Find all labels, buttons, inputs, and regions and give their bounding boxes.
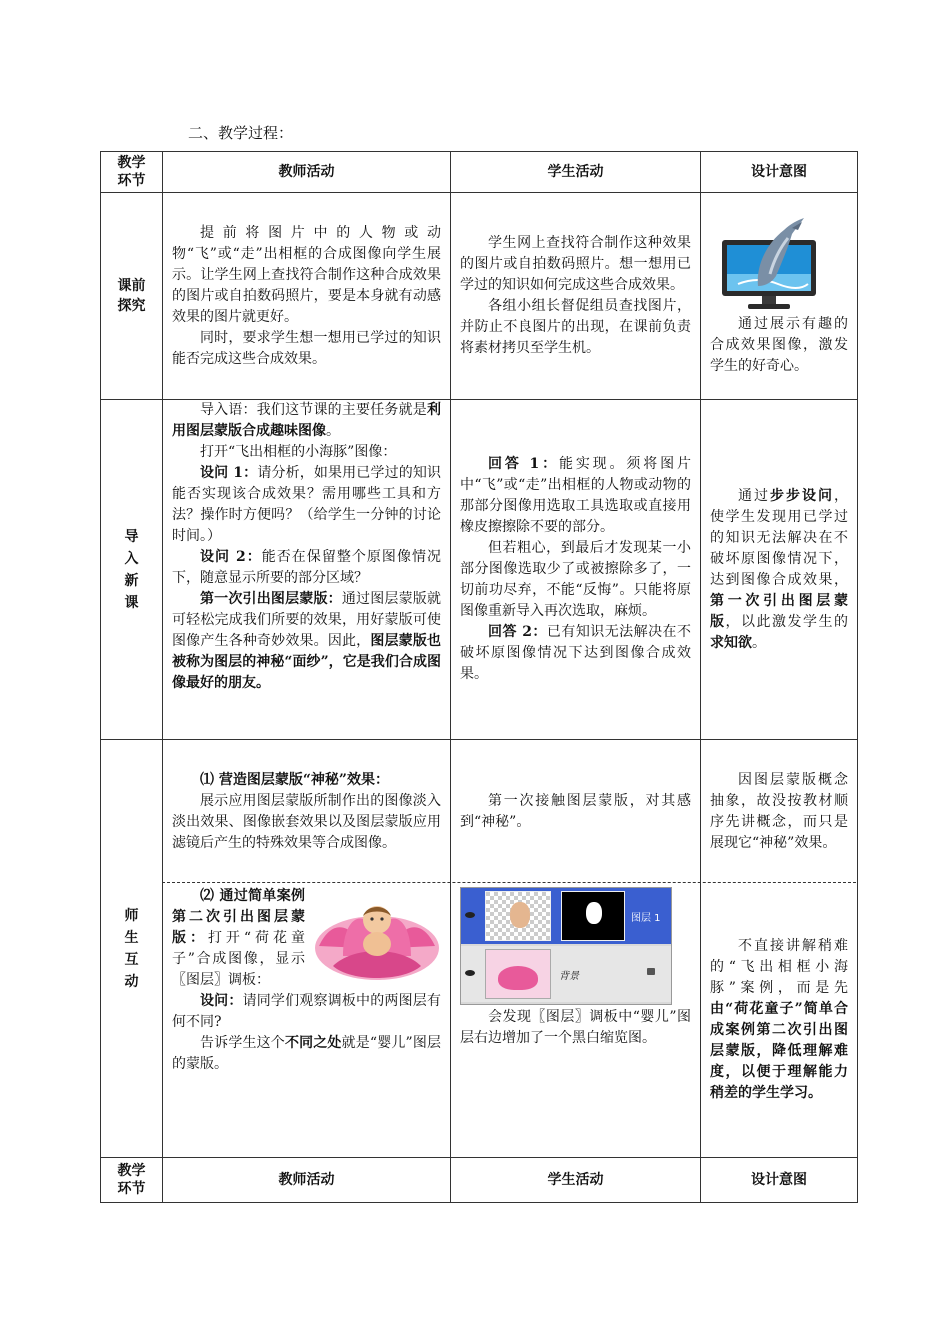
layer-thumbnail — [485, 891, 551, 941]
section-heading: 二、教学过程： — [188, 124, 294, 142]
design-intent: 通过步步设问，使学生发现用已学过的知识无法解决在不破坏原图像情况下，达到图像合成效果，第一次引出图层蒙版，以此激发学生的求知欲。 — [701, 400, 858, 740]
header-design: 设计意图 — [701, 152, 858, 193]
dolphin-monitor-image — [718, 214, 826, 314]
layer-row-baby — [461, 888, 671, 944]
design-intent: 不直接讲解稍难的“飞出相框小海豚”案例，而是先由“荷花童子”简单合成案例第二次引出图层蒙版，降低理解难度，以便于理解能力稍差的学生学习。 — [701, 884, 858, 1158]
design-intent: 通过展示有趣的合成效果图像，激发学生的好奇心。 — [701, 193, 858, 400]
stage-preclass: 课前 探究 — [101, 193, 163, 400]
header-stage: 教学 环节 — [101, 152, 163, 193]
lock-icon — [647, 968, 655, 975]
layer-row-background — [461, 946, 671, 1002]
stage-interaction: 师 生 互 动 — [101, 740, 163, 1158]
eye-icon — [465, 970, 475, 976]
teacher-activity: ⑴ 营造图层蒙版“神秘”效果： 展示应用图层蒙版所制作出的图像淡入淡出效果、图像嵌套效果以及图层蒙版应用滤镜后产生的特殊效果等合成图像。 — [163, 740, 451, 884]
student-activity: 学生网上查找符合制作这种效果的图片或自拍数码照片。想一想用已学过的知识如何完成这些合成效果。 各组小组长督促组员查找图片，并防止不良图片的出现，在课前负责将素材拷贝至学生机。 — [451, 193, 701, 400]
layer-name: 图层 1 — [631, 912, 661, 924]
header-student: 学生活动 — [451, 1158, 701, 1203]
stage-introduction: 导 入 新 课 — [101, 400, 163, 740]
table-header-row — [101, 152, 858, 193]
table-header-row — [101, 1158, 858, 1203]
student-activity: 图层 1 背景 会发现〖图层〗调板中“婴儿”图层右边增加了一个黑白缩览图。 — [451, 884, 701, 1158]
dashed-divider — [162, 882, 856, 883]
table-row — [101, 740, 858, 884]
header-student: 学生活动 — [451, 152, 701, 193]
student-activity: 回答 1：能实现。须将图片中“飞”或“走”出相框的人物或动物的那部分图像用选取工具选取或直接用橡皮擦擦除不要的部分。 但若粗心，到最后才发现某一小部分图像选取少了或被擦除多了，一切前功尽弃，不能“反悔”。只能将原图像重新导入再次选取，麻烦。 回答 2：已有知识无法解决在不破坏原图像情况下达到图像合成效果。 — [451, 400, 701, 740]
header-teacher: 教师活动 — [163, 1158, 451, 1203]
student-activity: 第一次接触图层蒙版，对其感到“神秘”。 — [451, 740, 701, 884]
table-row — [101, 884, 858, 1158]
layer-thumbnail — [485, 949, 551, 999]
teacher-activity: 导入语：我们这节课的主要任务就是利用图层蒙版合成趣味图像。 打开“飞出相框的小海豚”图像： 设问 1：请分析，如果用已学过的知识能否实现该合成效果？需用哪些工具和方法？操作时方便吗？（给学生一分钟的讨论时间。） 设问 2：能否在保留整个原图像情况下，随意显示所要的部分区域？ 第一次引出图层蒙版：通过图层蒙版就可轻松完成我们所要的效果，用好蒙版可使图像产生各种奇妙效果。因此，图层蒙版也被称为图层的神秘“面纱”，它是我们合成图像最好的朋友。 — [163, 400, 451, 740]
lotus-baby-image — [313, 886, 441, 984]
design-intent: 因图层蒙版概念抽象，故没按教材顺序先讲概念，而只是展现它“神秘”效果。 — [701, 740, 858, 884]
layers-panel — [460, 887, 672, 1005]
layer-name: 背景 — [559, 970, 579, 982]
header-teacher: 教师活动 — [163, 152, 451, 193]
teaching-process-table — [100, 151, 858, 1203]
mask-thumbnail — [561, 891, 625, 941]
header-design: 设计意图 — [701, 1158, 858, 1203]
table-row — [101, 193, 858, 400]
table-row — [101, 400, 858, 740]
header-stage: 教学 环节 — [101, 1158, 163, 1203]
eye-icon — [465, 912, 475, 918]
teacher-activity: ⑵ 通过简单案例第二次引出图层蒙版：打开“荷花童子”合成图像，显示〖图层〗调板： 设问：请同学们观察调板中的两图层有何不同? 告诉学生这个不同之处就是“婴儿”图层的蒙版。 — [163, 884, 451, 1158]
teacher-activity: 提前将图片中的人物或动物“飞”或“走”出相框的合成图像向学生展示。让学生网上查找符合制作这种合成效果的图片或自拍数码照片，要是本身就有动感效果的图片就更好。 同时，要求学生想一想用已学过的知识能否完成这些合成效果。 — [163, 193, 451, 400]
